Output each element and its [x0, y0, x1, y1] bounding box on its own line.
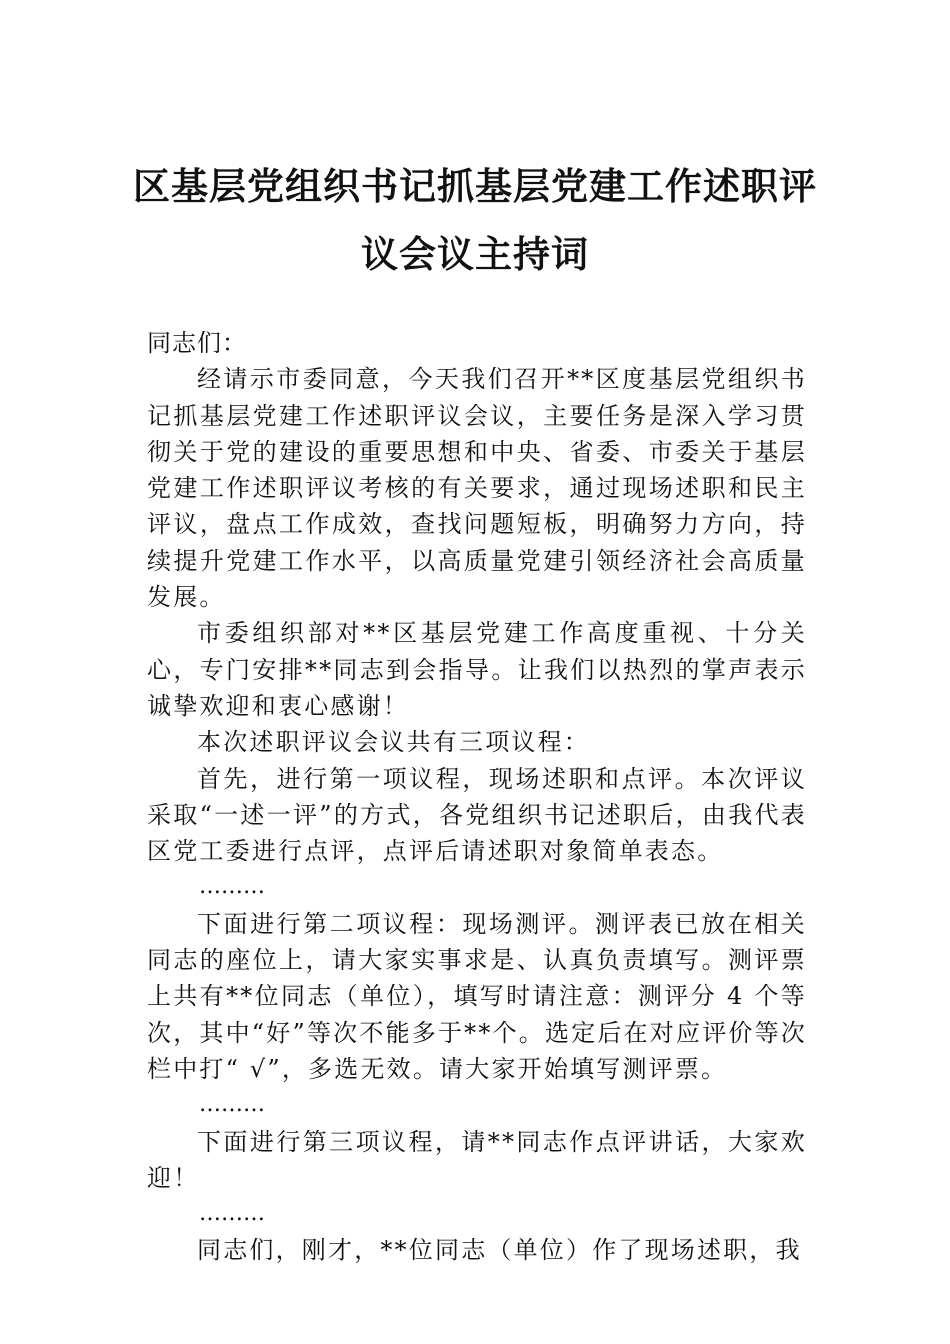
paragraph-agenda-3: 下面进行第三项议程，请**同志作点评讲话，大家欢迎！ [147, 1127, 807, 1192]
ellipsis-1: ……… [199, 874, 265, 900]
document-title-line-1: 区基层党组织书记抓基层党建工作述职评 [133, 164, 817, 208]
document-title-line-2: 议会议主持词 [361, 232, 589, 276]
paragraph-closing: 同志们，刚才，**位同志（单位）作了现场述职，我 [197, 1236, 802, 1265]
salutation: 同志们： [147, 329, 247, 357]
paragraph-opening: 经请示市委同意，今天我们召开**区度基层党组织书记抓基层党建工作述职评议会议，主要任务是深入学习贯彻关于党的建设的重要思想和中央、省委、市委关于基层党建工作述职评议考核的有关要求，通过现场述职和民主评议，盘点工作成效，查找问题短板，明确努力方向，持续提升党建工作水平，以高质量党建引领经济社会高质量发展。 [147, 365, 807, 612]
ellipsis-2: ……… [199, 1092, 265, 1118]
paragraph-agenda-1: 首先，进行第一项议程，现场述职和点评。本次评议采取“一述一评”的方式，各党组织书记述职后，由我代表区党工委进行点评，点评后请述职对象简单表态。 [147, 764, 807, 866]
document-body [147, 325, 807, 1269]
ellipsis-3: ……… [199, 1201, 265, 1227]
paragraph-agenda-2: 下面进行第二项议程：现场测评。测评表已放在相关同志的座位上，请大家实事求是、认真负责填写。测评票上共有**位同志（单位），填写时请注意：测评分 4 个等次，其中“好”等次不能多于**个。选定后在对应评价等次栏中打“ √”，多选无效。请大家开始填写测评票。 [147, 909, 807, 1083]
paragraph-welcome: 市委组织部对**区基层党建工作高度重视、十分关心，专门安排**同志到会指导。让我们以热烈的掌声表示诚挚欢迎和衷心感谢！ [147, 619, 807, 720]
paragraph-agenda-intro: 本次述职评议会议共有三项议程： [197, 728, 590, 757]
